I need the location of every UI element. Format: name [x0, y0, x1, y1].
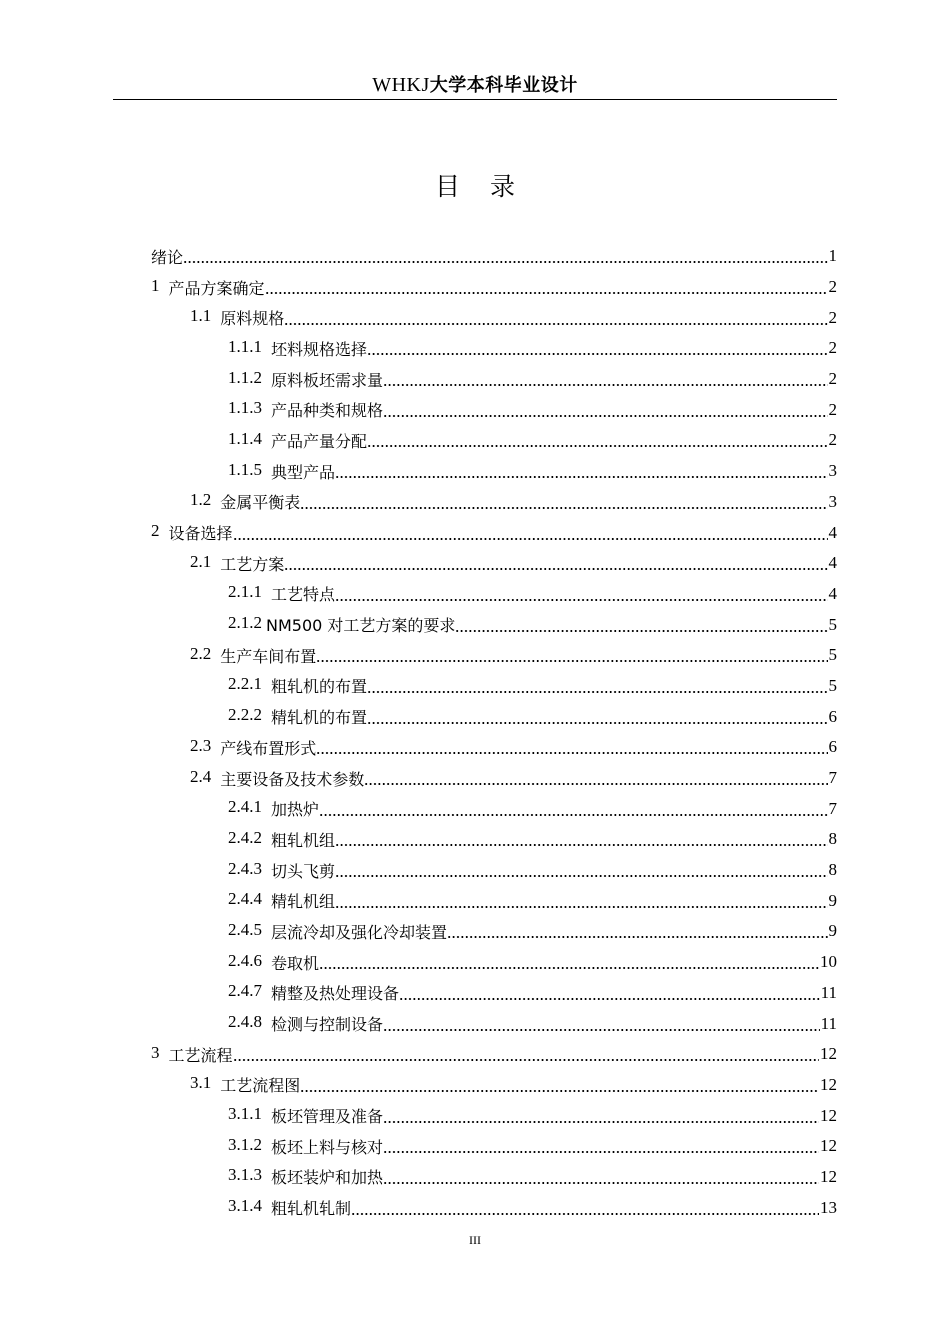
toc-entry[interactable]: [151, 824, 837, 855]
toc-leader-dots: [300, 497, 827, 511]
toc-entry[interactable]: [151, 1070, 837, 1101]
toc-entry[interactable]: [151, 640, 837, 671]
toc-entry-number: 3.1: [190, 1073, 212, 1093]
toc-entry-page: 2: [828, 430, 837, 450]
toc-entry-number: 2.4.6: [228, 950, 262, 970]
toc-leader-dots: [233, 528, 828, 542]
toc-entry-page: 5: [828, 614, 837, 634]
toc-entry-label: [190, 1073, 300, 1096]
toc-leader-dots: [335, 896, 827, 910]
toc-entry-number: 2: [151, 521, 160, 541]
toc-entry-text: 工艺流程图: [220, 1076, 301, 1096]
header-title: [372, 74, 578, 96]
toc-entry-text: 切头飞剪: [271, 861, 336, 881]
toc-entry-number: 2.1.1: [228, 582, 262, 602]
toc-entry-text: 加热炉: [271, 800, 320, 820]
toc-entry-text: 精轧机的布置: [271, 708, 368, 728]
toc-entry-text: 典型产品: [271, 462, 336, 482]
toc-entry[interactable]: [151, 1162, 837, 1193]
toc-entry-number: 3: [151, 1042, 160, 1062]
toc-entry-page: 2: [828, 307, 837, 327]
toc-leader-dots: [447, 926, 827, 940]
toc-entry[interactable]: [151, 394, 837, 425]
toc-entry-number: 2.2: [190, 643, 212, 663]
toc-entry-page: 13: [820, 1197, 837, 1217]
toc-entry-label: [228, 1196, 351, 1219]
toc-entry-text: 金属平衡表: [220, 493, 301, 513]
toc-entry-page: 8: [828, 829, 837, 849]
toc-entry[interactable]: [151, 364, 837, 395]
toc-entry-label: [228, 797, 319, 820]
toc-entry[interactable]: [151, 517, 837, 548]
toc-entry-text: NM500 对工艺方案的要求: [266, 616, 456, 636]
toc-entry-label: [228, 429, 367, 452]
toc-entry-number: 1.1.2: [228, 367, 262, 387]
toc-leader-dots: [233, 1049, 819, 1063]
toc-entry-text: 工艺流程: [168, 1045, 233, 1065]
toc-entry-page: 4: [828, 553, 837, 573]
toc-entry[interactable]: [151, 1131, 837, 1162]
toc-entry-page: 12: [820, 1105, 837, 1125]
toc-entry-text: 主要设备及技术参数: [220, 769, 365, 789]
toc-entry-page: 11: [820, 982, 837, 1002]
toc-leader-dots: [335, 589, 827, 603]
toc-entry-page: 5: [828, 675, 837, 695]
toc-entry-page: 2: [828, 277, 837, 297]
header-latin: WHKJ: [372, 74, 430, 96]
toc-entry-number: 3.1.1: [228, 1104, 262, 1124]
toc-leader-dots: [265, 282, 828, 296]
toc-entry-label: [228, 920, 447, 943]
toc-entry-page: 10: [820, 952, 837, 972]
toc-entry-text: 工艺特点: [271, 585, 336, 605]
toc-entry-label: [228, 582, 335, 605]
toc-entry-number: 2.4.1: [228, 797, 262, 817]
toc-entry-text: 坯料规格选择: [271, 339, 368, 359]
toc-leader-dots: [367, 343, 827, 357]
toc-entry-number: 1.1.3: [228, 398, 262, 418]
toc-entry-page: 8: [828, 860, 837, 880]
toc-entry-label: [228, 460, 335, 483]
toc-entry[interactable]: [151, 487, 837, 518]
toc-leader-dots: [455, 620, 827, 634]
toc-entry-text: 检测与控制设备: [271, 1015, 384, 1035]
toc-leader-dots: [335, 466, 827, 480]
toc-entry-text: 原料板坯需求量: [271, 370, 384, 390]
toc-entry-number: 2.4.2: [228, 827, 262, 847]
toc-entry-page: 2: [828, 338, 837, 358]
toc-entry[interactable]: [151, 855, 837, 886]
toc-entry-text: 卷取机: [271, 953, 320, 973]
toc-entry-page: 1: [828, 246, 837, 266]
toc-entry-page: 12: [820, 1074, 837, 1094]
toc-leader-dots: [351, 1203, 819, 1217]
toc-entry[interactable]: [151, 609, 837, 640]
toc-entry[interactable]: [151, 916, 837, 947]
toc-entry-number: 2.4.8: [228, 1012, 262, 1032]
toc-leader-dots: [367, 712, 827, 726]
toc-entry-page: 3: [828, 491, 837, 511]
toc-entry-text: 产线布置形式: [220, 738, 317, 758]
toc-entry-number: 2.1: [190, 551, 212, 571]
toc-entry-number: 2.2.1: [228, 674, 262, 694]
toc-entry-number: 1.2: [190, 490, 212, 510]
toc-entry-text: 原料规格: [220, 309, 285, 329]
toc-entry-label: [228, 951, 319, 974]
toc-leader-dots: [383, 374, 827, 388]
toc-leader-dots: [316, 650, 827, 664]
toc-entry-text: 精整及热处理设备: [271, 984, 400, 1004]
toc-entry-text: 粗轧机轧制: [271, 1199, 352, 1219]
toc-entry-page: 9: [828, 921, 837, 941]
toc-entry-number: 2.3: [190, 735, 212, 755]
toc-entry-label: [228, 705, 367, 728]
toc-entry-number: 2.2.2: [228, 705, 262, 725]
toc-leader-dots: [383, 405, 827, 419]
toc-leader-dots: [367, 435, 827, 449]
toc-entry-text: 工艺方案: [220, 554, 285, 574]
toc-entry-page: 4: [828, 522, 837, 542]
toc-entry[interactable]: [151, 671, 837, 702]
toc-entry-label: [151, 1043, 233, 1066]
toc-entry-text: 板坯管理及准备: [271, 1107, 384, 1127]
toc-entry-number: 3.1.2: [228, 1134, 262, 1154]
toc-entry[interactable]: [151, 763, 837, 794]
toc-leader-dots: [383, 1019, 820, 1033]
toc-entry-label: [190, 552, 284, 575]
toc-entry-text: 产品种类和规格: [271, 401, 384, 421]
toc-entry-label: [228, 981, 399, 1004]
toc-entry-label: [228, 613, 455, 636]
toc-entry-label: [190, 306, 284, 329]
toc-entry-number: 2.4.7: [228, 981, 262, 1001]
toc-entry-page: 4: [828, 583, 837, 603]
toc-entry[interactable]: [151, 732, 837, 763]
toc-entry-page: 11: [820, 1013, 837, 1033]
toc-entry-page: 6: [828, 706, 837, 726]
toc-entry-page: 5: [828, 645, 837, 665]
toc-entry-number: 1.1.5: [228, 459, 262, 479]
toc-entry[interactable]: [151, 701, 837, 732]
toc-entry-label: [228, 674, 367, 697]
toc-entry-label: [190, 490, 300, 513]
toc-leader-dots: [364, 773, 827, 787]
toc-entry[interactable]: [151, 885, 837, 916]
toc-entry-number: 2.4: [190, 766, 212, 786]
toc-entry-number: 1.1: [190, 306, 212, 326]
toc-title: 目录: [434, 172, 545, 201]
toc-entry-label: [151, 521, 233, 544]
toc-entry-page: 3: [828, 461, 837, 481]
toc-entry-page: 6: [828, 737, 837, 757]
toc-entry-label: [190, 644, 316, 667]
toc-entry[interactable]: [151, 1192, 837, 1223]
toc-entry-number: 3.1.3: [228, 1165, 262, 1185]
toc-leader-dots: [367, 681, 827, 695]
toc-entry-page: 7: [828, 768, 837, 788]
toc-entry-number: 2.4.4: [228, 889, 262, 909]
toc-entry[interactable]: [151, 1039, 837, 1070]
toc-entry-text: 产品方案确定: [168, 278, 265, 298]
toc-entry[interactable]: [151, 456, 837, 487]
toc-entry-number: 2.1.2: [228, 613, 262, 633]
toc-entry[interactable]: [151, 579, 837, 610]
toc-leader-dots: [316, 742, 827, 756]
toc-entry-number: 2.4.5: [228, 919, 262, 939]
toc-entry-label: [228, 1012, 383, 1035]
toc-entry-text: 板坯上料与核对: [271, 1137, 384, 1157]
toc-entry-page: 12: [820, 1044, 837, 1064]
toc-entry-label: [228, 1104, 383, 1127]
toc-entry-label: [228, 889, 335, 912]
toc-leader-dots: [319, 957, 819, 971]
toc-entry-number: 3.1.4: [228, 1196, 262, 1216]
page-header: [113, 72, 837, 100]
toc-entry-label: [190, 736, 316, 759]
toc-entry[interactable]: [151, 947, 837, 978]
toc-entry-label: [228, 1165, 383, 1188]
toc-entry[interactable]: [151, 302, 837, 333]
toc-entry-label: [151, 276, 265, 299]
toc-entry-page: 9: [828, 890, 837, 910]
toc-entry-text: 产品产量分配: [271, 431, 368, 451]
toc-entry[interactable]: [151, 793, 837, 824]
toc-entry-text: 粗轧机组: [271, 830, 336, 850]
toc-entry-label: [228, 828, 335, 851]
toc-entry[interactable]: [151, 241, 837, 272]
toc-entry[interactable]: [151, 425, 837, 456]
toc-entry[interactable]: [151, 333, 837, 364]
toc-entry-label: [228, 368, 383, 391]
toc-entry-number: 2.4.3: [228, 858, 262, 878]
toc-entry-number: 1.1.1: [228, 336, 262, 356]
header-cn: 大学本科毕业设计: [429, 75, 578, 96]
toc-entry-text: 精轧机组: [271, 892, 336, 912]
toc-entry-text: 粗轧机的布置: [271, 677, 368, 697]
toc-leader-dots: [399, 988, 820, 1002]
toc-entry[interactable]: [151, 1100, 837, 1131]
toc-leader-dots: [383, 1141, 819, 1155]
toc-entry-label: [228, 398, 383, 421]
toc-entry-text: 设备选择: [168, 524, 233, 544]
toc-entry-label: [151, 245, 183, 268]
toc-leader-dots: [383, 1172, 819, 1186]
toc-leader-dots: [335, 865, 827, 879]
toc-entry[interactable]: [151, 272, 837, 303]
toc-leader-dots: [284, 558, 827, 572]
toc-entry-text: 生产车间布置: [220, 646, 317, 666]
toc-leader-dots: [284, 313, 827, 327]
toc-entry-text: 层流冷却及强化冷却装置: [271, 922, 448, 942]
toc-entry-page: 12: [820, 1136, 837, 1156]
toc-entry[interactable]: [151, 1008, 837, 1039]
toc-entry-page: 7: [828, 798, 837, 818]
toc-leader-dots: [319, 804, 827, 818]
toc-entry-label: [228, 337, 367, 360]
toc-leader-dots: [335, 834, 827, 848]
toc-entry-label: [190, 767, 364, 790]
toc-entry-text: 板坯装炉和加热: [271, 1168, 384, 1188]
toc-entry-page: 2: [828, 369, 837, 389]
toc-entry-page: 2: [828, 399, 837, 419]
toc-entry[interactable]: [151, 548, 837, 579]
toc-entry-label: [228, 1135, 383, 1158]
table-of-contents: [151, 241, 837, 1223]
page-number: III: [469, 1233, 481, 1247]
toc-entry-number: 1.1.4: [228, 428, 262, 448]
toc-leader-dots: [300, 1080, 819, 1094]
toc-entry-label: [228, 859, 335, 882]
toc-entry-number: 1: [151, 275, 160, 295]
toc-entry-page: 12: [820, 1166, 837, 1186]
toc-entry-text: 绪论: [151, 247, 184, 267]
toc-leader-dots: [183, 251, 827, 265]
toc-entry[interactable]: [151, 978, 837, 1009]
toc-leader-dots: [383, 1111, 819, 1125]
